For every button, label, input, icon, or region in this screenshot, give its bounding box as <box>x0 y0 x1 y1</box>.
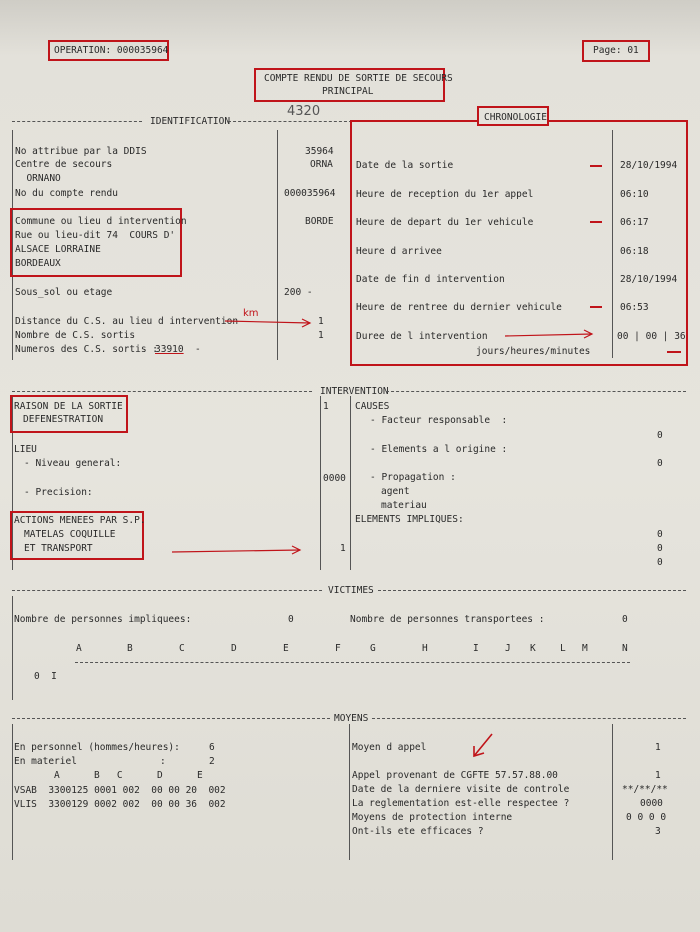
victim-letter-h: H <box>422 643 428 654</box>
causes-materiau: materiau <box>381 500 427 511</box>
causes-agent: agent <box>381 486 410 497</box>
lieu-title: LIEU <box>14 444 37 455</box>
chrono-depart-value: 06:17 <box>620 217 649 228</box>
chrono-arrivee-value: 06:18 <box>620 246 649 257</box>
id-row-bordeaux: BORDEAUX <box>15 258 61 269</box>
actions-line2: ET TRANSPORT <box>24 543 93 554</box>
id-row-numeros-cs: Numeros des C.S. sortis : <box>15 344 158 355</box>
chrono-fin-value: 28/10/1994 <box>620 274 678 285</box>
id-row-etage: Sous_sol ou etage <box>15 287 113 298</box>
actions-arrow <box>172 550 300 552</box>
causes-propagation: - Propagation : <box>370 472 456 483</box>
title-line2: PRINCIPAL <box>322 86 374 97</box>
chrono-unit-note: jours/heures/minutes <box>476 346 591 357</box>
duree-arrow <box>505 334 592 336</box>
victim-letter-d: D <box>231 643 237 654</box>
victimes-transportees-value: 0 <box>622 614 628 625</box>
raison-count: 1 <box>323 401 329 412</box>
title-line1: COMPTE RENDU DE SORTIE DE SECOURS <box>264 73 453 84</box>
moyens-table-header: A B C D E <box>54 770 203 781</box>
chrono-arrivee: Heure d arrivee <box>356 246 442 257</box>
id-row-ddis: No attribue par la DDIS <box>15 146 147 157</box>
victim-letter-k: K <box>530 643 536 654</box>
id-row-etage-value: 200 - <box>284 287 313 298</box>
victimes-impliquees-label: Nombre de personnes impliquees: <box>14 614 192 625</box>
victim-letter-e: E <box>283 643 289 654</box>
moyens-vehicle-2: VLIS 3300129 0002 002 00 00 36 002 <box>14 799 226 810</box>
km-arrow <box>225 321 310 323</box>
lieu-precision: - Precision: <box>24 487 93 498</box>
chrono-fin: Date de fin d intervention <box>356 274 505 285</box>
moyens-protection-value: 0 0 0 0 <box>626 812 667 823</box>
moyens-materiel-sep: : <box>160 756 166 767</box>
victim-letter-m: M <box>582 643 588 654</box>
int-value-4: 0 <box>657 543 663 554</box>
moyens-personnel-value: 6 <box>209 742 215 753</box>
moyens-reglementation: La reglementation est-elle respectee ? <box>352 798 570 809</box>
int-value-1: 0 <box>657 430 663 441</box>
actions-title: ACTIONS MENEES PAR S.P. <box>14 515 146 526</box>
id-row-commune-value: BORDE <box>305 216 334 227</box>
moyens-appel-value: 1 <box>655 742 661 753</box>
int-value-3: 0 <box>657 529 663 540</box>
id-row-distance-value: 1 <box>318 316 324 327</box>
id-row-nombre-cs-value: 1 <box>318 330 324 341</box>
victim-letter-i: I <box>473 643 479 654</box>
int-value-5: 0 <box>657 557 663 568</box>
chrono-reception-value: 06:10 <box>620 189 649 200</box>
intervention-code: 0000 <box>323 473 346 484</box>
moyens-visite-value: **/**/** <box>622 784 668 795</box>
int-value-2: 0 <box>657 458 663 469</box>
chrono-date-sortie: Date de la sortie <box>356 160 454 171</box>
id-row-rue: Rue ou lieu-dit 74 COURS D' <box>15 230 176 241</box>
causes-elements-origine: - Elements a l origine : <box>370 444 508 455</box>
chronologie-title: CHRONOLOGIE <box>484 112 547 123</box>
identification-title: IDENTIFICATION <box>150 116 231 127</box>
moyens-provenance: Appel provenant de CGFTE 57.57.88.00 <box>352 770 558 781</box>
elements-impliques: ELEMENTS IMPLIQUES: <box>355 514 464 525</box>
intervention-title: INTERVENTION <box>320 386 389 397</box>
id-row-nombre-cs: Nombre de C.S. sortis <box>15 330 136 341</box>
chrono-date-sortie-value: 28/10/1994 <box>620 160 678 171</box>
chrono-duree: Duree de l intervention <box>356 331 488 342</box>
moyens-appel: Moyen d appel <box>352 742 427 753</box>
raison-title: RAISON DE LA SORTIE <box>14 401 123 412</box>
id-row-numeros-cs-suffix: - <box>195 344 201 355</box>
chrono-rentree: Heure de rentree du dernier vehicule <box>356 302 562 313</box>
moyens-efficaces: Ont-ils ete efficaces ? <box>352 826 484 837</box>
id-row-compte-rendu-value: 000035964 <box>284 188 336 199</box>
id-row-numeros-cs-value: 33910 <box>155 344 184 355</box>
moyens-provenance-value: 1 <box>655 770 661 781</box>
moyens-materiel-value: 2 <box>209 756 215 767</box>
victim-letter-j: J <box>505 643 511 654</box>
id-row-distance: Distance du C.S. au lieu d intervention <box>15 316 239 327</box>
id-row-centre-value: ORNA <box>310 159 333 170</box>
victim-letter-g: G <box>370 643 376 654</box>
victim-letter-a: A <box>76 643 82 654</box>
moyens-vehicle-1: VSAB 3300125 0001 002 00 00 20 002 <box>14 785 226 796</box>
moyens-efficaces-value: 3 <box>655 826 661 837</box>
id-row-commune: Commune ou lieu d intervention <box>15 216 187 227</box>
victim-letter-f: F <box>335 643 341 654</box>
moyens-personnel-label: En personnel (hommes/heures): <box>14 742 180 753</box>
moyens-protection: Moyens de protection interne <box>352 812 513 823</box>
moyens-materiel-label: En materiel <box>14 756 77 767</box>
actions-line1: MATELAS COQUILLE <box>24 529 116 540</box>
chrono-depart: Heure de depart du 1er vehicule <box>356 217 534 228</box>
operation-number: OPERATION: 000035964 <box>54 45 169 56</box>
moyens-reglementation-value: 0000 <box>640 798 663 809</box>
page-number: Page: 01 <box>593 45 639 56</box>
id-row-ddis-value: 35964 <box>305 146 334 157</box>
id-row-alsace: ALSACE LORRAINE <box>15 244 101 255</box>
victimes-title: VICTIMES <box>328 585 374 596</box>
victimes-row-values: 0 I <box>34 671 57 682</box>
victimes-transportees-label: Nombre de personnes transportees : <box>350 614 545 625</box>
victimes-impliquees-value: 0 <box>288 614 294 625</box>
causes-title: CAUSES <box>355 401 390 412</box>
moyens-title: MOYENS <box>334 713 369 724</box>
handwritten-number: 4320 <box>287 104 321 119</box>
victim-letter-l: L <box>560 643 566 654</box>
id-row-centre: Centre de secours <box>15 159 113 170</box>
causes-facteur: - Facteur responsable : <box>370 415 508 426</box>
victim-letter-n: N <box>622 643 628 654</box>
victim-letter-c: C <box>179 643 185 654</box>
id-row-compte-rendu: No du compte rendu <box>15 188 118 199</box>
chrono-duree-value: 00 | 00 | 36 <box>617 331 686 342</box>
chrono-rentree-value: 06:53 <box>620 302 649 313</box>
id-row-ornano: ORNANO <box>15 173 61 184</box>
lieu-niveau: - Niveau general: <box>24 458 122 469</box>
raison-value: DEFENESTRATION <box>23 414 104 425</box>
chrono-reception: Heure de reception du 1er appel <box>356 189 534 200</box>
km-annotation: km <box>243 308 259 319</box>
moyens-visite: Date de la derniere visite de controle <box>352 784 570 795</box>
actions-count: 1 <box>340 543 346 554</box>
victim-letter-b: B <box>127 643 133 654</box>
